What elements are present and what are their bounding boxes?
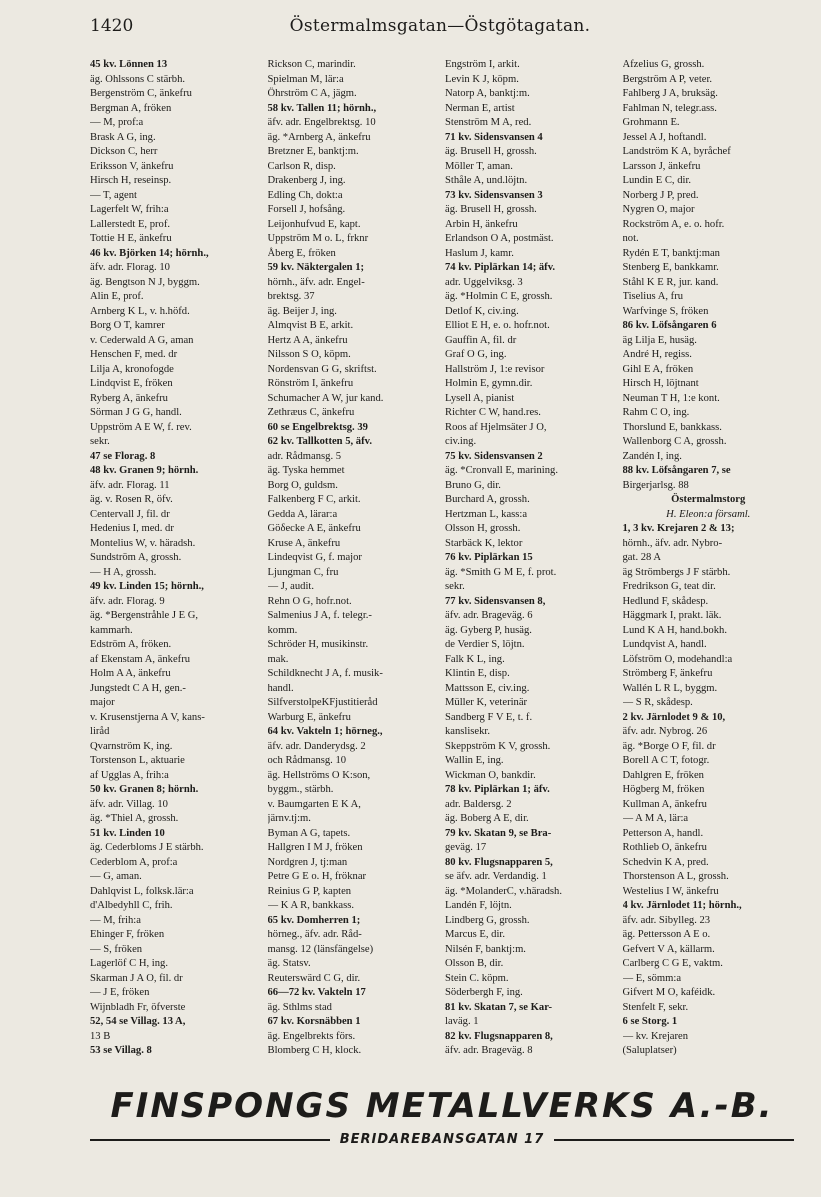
- directory-entry: Zethræus C, änkefru: [267, 407, 355, 418]
- directory-entry: Skarman J A O, fil. dr: [90, 972, 183, 984]
- directory-entry: Roos af Hjelmsäter J O,: [445, 421, 547, 433]
- directory-entry: af Ugglas A, frih:a: [90, 769, 169, 781]
- directory-entry: Stenberg E, bankkamr.: [622, 262, 719, 273]
- directory-entry: v. Baumgarten E K A,: [267, 798, 361, 810]
- directory-entry: äg. *Arnberg A, änkefru: [267, 131, 371, 143]
- directory-entry: Westelius I W, änkefru: [622, 885, 719, 897]
- directory-entry: Holmin E, gymn.dir.: [445, 378, 533, 389]
- directory-entry: — E, sömm:a: [622, 972, 682, 984]
- directory-entry: af Ekenstam A, änkefru: [90, 653, 191, 665]
- directory-entry: Hallström J, 1:e revisor: [445, 363, 545, 375]
- directory-entry: d'Albedyhll C, frih.: [90, 900, 173, 911]
- directory-entry: Larsson J, änkefru: [622, 160, 701, 172]
- directory-entry: äg. Brusell H, grossh.: [445, 146, 537, 157]
- directory-entry: Rickson C, marindir.: [267, 59, 356, 70]
- directory-entry: Petre G E o. H, fröknar: [267, 871, 367, 882]
- right-rule: [554, 1139, 794, 1141]
- running-title: Östermalmsgatan—Östgötagatan.: [289, 16, 591, 36]
- directory-entry: Richter C W, hand.res.: [445, 407, 541, 418]
- directory-entry: Tiselius A, fru: [622, 291, 684, 302]
- directory-entry: Nygren O, major: [622, 204, 695, 215]
- directory-entry: — G, aman.: [90, 871, 142, 882]
- directory-entry: Lindberg G, grossh.: [445, 914, 530, 926]
- directory-entry: Landén F, löjtn.: [445, 900, 512, 911]
- directory-entry: äfv. adr. Sibylleg. 23: [622, 914, 711, 926]
- directory-entry: Nilsson S O, köpm.: [267, 349, 351, 360]
- directory-entry: Norberg J P, pred.: [622, 189, 699, 201]
- directory-entry: Dickson C, herr: [90, 146, 158, 157]
- directory-entry: Rothlieb O, änkefru: [622, 842, 707, 853]
- directory-entry: v. Krusenstjerna A V, kans-: [90, 711, 205, 723]
- directory-entry: adr. Baldersg. 2: [445, 798, 512, 810]
- directory-entry: äg. Ohlssons C stärbh.: [90, 73, 186, 85]
- directory-entry: Kruse A, änkefru: [267, 537, 341, 549]
- directory-entry: Hertzman L, kass:a: [445, 508, 528, 520]
- directory-entry: äg. Engelbrekts förs.: [267, 1030, 356, 1042]
- directory-entry: 79 kv. Skatan 9, se Bra-: [445, 827, 552, 839]
- directory-entry: Fahlman N, telegr.ass.: [622, 102, 717, 114]
- directory-entry: äg. Brusell H, grossh.: [445, 204, 537, 215]
- directory-entry: Häggmark I, prakt. läk.: [622, 610, 722, 621]
- directory-entry: Ehinger F, fröken: [90, 929, 165, 940]
- directory-entry: Eriksson V, änkefru: [90, 160, 174, 172]
- directory-entry: v. Cederwald A G, aman: [90, 334, 194, 346]
- directory-entry: Gihl E A, fröken: [622, 363, 694, 375]
- directory-entry: Henschen F, med. dr: [90, 349, 178, 360]
- directory-entry: Gifvert M O, kaféidk.: [622, 987, 716, 998]
- directory-entry: Dahlqvist L, folksk.lär:a: [90, 885, 194, 897]
- directory-entry: äg. *Borge O F, fil. dr: [622, 740, 716, 752]
- directory-entry: Edström A, fröken.: [90, 639, 172, 650]
- directory-entry: äg. Sthlms stad: [267, 1001, 332, 1013]
- directory-entry: Cederblom A, prof:a: [90, 856, 178, 868]
- directory-entry: Birgerjarlsg. 88: [622, 479, 689, 491]
- directory-entry: Zandén I, ing.: [622, 450, 682, 462]
- directory-entry: Skeppström K V, grossh.: [445, 740, 551, 752]
- directory-entry: Möller T, aman.: [445, 160, 513, 172]
- directory-entry: äg Strömbergs J F stärbh.: [622, 566, 731, 578]
- directory-entry: laväg. 1: [445, 1016, 479, 1027]
- directory-entry: Sthåle A, und.löjtn.: [445, 175, 528, 186]
- directory-entry: äg Lilja E, husäg.: [622, 334, 697, 346]
- ad-title: FINSPONGS METALLVERKS A.-B.: [110, 1086, 774, 1126]
- directory-entry: 60 se Engelbrektsg. 39: [267, 421, 368, 433]
- directory-columns: [90, 58, 794, 1058]
- directory-entry: 88 kv. Löfsångaren 7, se: [622, 465, 731, 476]
- directory-entry: se äfv. adr. Verdandig. 1: [445, 871, 547, 882]
- directory-entry: mak.: [267, 653, 289, 665]
- directory-entry: 4 kv. Järnlodet 11; hörnh.,: [622, 900, 742, 911]
- directory-entry: Salmenius J A, f. telegr.-: [267, 610, 372, 621]
- directory-entry: Löfström O, modehandl:a: [622, 653, 733, 665]
- directory-entry: Lagerfelt W, frih:a: [90, 204, 169, 215]
- directory-entry: kanslisekr.: [445, 726, 491, 737]
- directory-entry: Spielman M, lär:a: [267, 73, 344, 85]
- directory-entry: Leijonhufvud E, kapt.: [267, 218, 361, 230]
- directory-entry: Wijnbladh Fr, öfverste: [90, 1001, 186, 1013]
- directory-entry: Lund K A H, hand.bokh.: [622, 624, 727, 636]
- directory-entry: Müller K, veterinär: [445, 697, 528, 708]
- directory-entry: (Saluplatser): [622, 1045, 677, 1056]
- directory-entry: 86 kv. Löfsångaren 6: [622, 320, 717, 331]
- directory-entry: Högberg M, fröken: [622, 784, 705, 795]
- directory-entry: Holm A A, änkefru: [90, 668, 171, 679]
- directory-entry: Stein C. köpm.: [445, 972, 509, 984]
- directory-entry: Fredrikson G, teat dir.: [622, 581, 716, 592]
- directory-entry: Nerman E, artist: [445, 102, 515, 114]
- directory-entry: Afzelius G, grossh.: [622, 59, 705, 70]
- directory-entry: — J E, fröken: [90, 987, 150, 998]
- directory-entry: Strömberg F, änkefru: [622, 668, 713, 679]
- directory-entry: Graf O G, ing.: [445, 349, 507, 360]
- directory-entry: äg. Cederbloms J E stärbh.: [90, 842, 204, 853]
- directory-entry: 46 kv. Björken 14; hörnh.,: [90, 247, 209, 259]
- directory-entry: Hirsch H, reseinsp.: [90, 175, 172, 186]
- directory-entry: Arnberg K L, v. h.höfd.: [90, 305, 190, 317]
- directory-entry: Schedvin K A, pred.: [622, 856, 709, 868]
- directory-entry: 78 kv. Piplärkan 1; äfv.: [445, 784, 550, 795]
- directory-entry: Lindqvist E, fröken: [90, 378, 173, 389]
- directory-entry: Qvarnström K, ing.: [90, 740, 173, 752]
- directory-entry: Sundström A, grossh.: [90, 552, 182, 563]
- directory-entry: Drakenberg J, ing.: [267, 175, 346, 186]
- directory-entry: Elliot E H, e. o. hofr.not.: [445, 320, 550, 331]
- directory-entry: äg. Boberg A E, dir.: [445, 813, 529, 824]
- directory-entry: Falk K L, ing.: [445, 653, 505, 665]
- directory-entry: Carlson R, disp.: [267, 160, 336, 172]
- directory-entry: Ljungman C, fru: [267, 566, 339, 578]
- directory-entry: 80 kv. Flugsnapparen 5,: [445, 856, 553, 868]
- left-rule: [90, 1139, 330, 1141]
- directory-entry: Rydén E T, banktj:man: [622, 247, 720, 259]
- directory-entry: Engström I, arkit.: [445, 59, 520, 70]
- directory-entry: Hallgren I M J, fröken: [267, 842, 363, 853]
- directory-entry: 1, 3 kv. Krejaren 2 & 13;: [622, 523, 735, 534]
- directory-entry: Wallin E, ing.: [445, 755, 504, 766]
- directory-entry: 51 kv. Linden 10: [90, 827, 165, 839]
- directory-entry: hörnh., äfv. adr. Engel-: [267, 276, 365, 288]
- directory-entry: — T, agent: [90, 189, 137, 201]
- directory-entry: Natorp A, banktj:m.: [445, 88, 530, 99]
- directory-entry: och Rådmansg. 10: [267, 755, 347, 766]
- directory-entry: äg. Hellströms O K:son,: [267, 769, 371, 781]
- directory-entry: 62 kv. Tallkotten 5, äfv.: [267, 436, 372, 447]
- directory-entry: 49 kv. Linden 15; hörnh.,: [90, 581, 204, 592]
- directory-entry: Nordensvan G G, skriftst.: [267, 363, 377, 375]
- directory-entry: Kullman A, änkefru: [622, 798, 707, 810]
- directory-entry: Rahm C O, ing.: [622, 407, 690, 418]
- directory-entry: Hedlund F, skådesp.: [622, 595, 709, 607]
- directory-entry: André H, regiss.: [622, 349, 692, 360]
- directory-entry: Borg O T, kamrer: [90, 320, 165, 331]
- directory-entry: Edling Ch, dokt:a: [267, 189, 343, 201]
- directory-entry: äfv. adr. Engelbrektsg. 10: [267, 117, 376, 128]
- directory-entry: Arbin H, änkefru: [445, 218, 518, 230]
- directory-entry: 66—72 kv. Vakteln 17: [267, 987, 366, 998]
- directory-entry: Warburg E, änkefru: [267, 711, 351, 723]
- directory-entry: Hertz A A, änkefru: [267, 334, 348, 346]
- directory-entry: Ståhl K E R, jur. kand.: [622, 276, 719, 288]
- directory-entry: Göδecke A E, änkefru: [267, 523, 361, 534]
- directory-entry: Reuterswärd C G, dir.: [267, 972, 361, 984]
- directory-entry: 81 kv. Skatan 7, se Kar-: [445, 1001, 553, 1013]
- directory-entry: komm.: [267, 624, 298, 636]
- directory-entry: Ryberg A, änkefru: [90, 392, 168, 404]
- directory-entry: 13 B: [90, 1030, 111, 1042]
- directory-entry: Thorstenson A L, grossh.: [622, 871, 729, 882]
- directory-entry: äfv. adr. Danderydsg. 2: [267, 740, 366, 752]
- directory-entry: Östermalmstorg: [671, 494, 746, 505]
- directory-entry: not.: [622, 233, 639, 244]
- directory-entry: Rönström I, änkefru: [267, 378, 354, 389]
- directory-entry: Gauffin A, fil. dr: [445, 334, 517, 346]
- directory-entry: Forsell J, hofsång.: [267, 204, 346, 215]
- directory-entry: brektsg. 37: [267, 291, 315, 302]
- directory-entry: 52, 54 se Villag. 13 A,: [90, 1016, 186, 1027]
- directory-entry: äg. Statsv.: [267, 958, 311, 969]
- directory-entry: 59 kv. Näktergalen 1;: [267, 262, 365, 273]
- directory-entry: äg. *Smith G M E, f. prot.: [445, 566, 557, 578]
- directory-entry: Thorslund E, bankkass.: [622, 421, 722, 433]
- directory-entry: civ.ing.: [445, 436, 477, 447]
- directory-entry: äg. *Bergenstråhle J E G,: [90, 610, 199, 621]
- directory-entry: Centervall J, fil. dr: [90, 508, 170, 520]
- directory-entry: äg. *Holmin C E, grossh.: [445, 291, 553, 302]
- directory-entry: Åberg E, fröken: [267, 247, 336, 259]
- directory-entry: Borell A C T, fotogr.: [622, 755, 710, 766]
- directory-entry: Lysell A, pianist: [445, 392, 515, 404]
- directory-entry: Lundqvist A, handl.: [622, 639, 707, 650]
- directory-entry: Grohmann E.: [622, 117, 680, 128]
- directory-entry: adr. Uggelviksg. 3: [445, 276, 523, 288]
- directory-entry: sekr.: [445, 581, 465, 592]
- directory-entry: H. Eleon:a församl.: [666, 508, 751, 520]
- directory-entry: adr. Rådmansg. 5: [267, 450, 342, 462]
- directory-entry: 65 kv. Domherren 1;: [267, 914, 361, 926]
- directory-entry: äfv. adr. Florag. 11: [90, 479, 170, 491]
- directory-entry: 50 kv. Granen 8; hörnh.: [90, 784, 199, 795]
- directory-entry: Jungstedt C A H, gen.-: [90, 682, 186, 694]
- directory-entry: 58 kv. Tallen 11; hörnh.,: [267, 102, 377, 114]
- directory-entry: Stenfelt F, sekr.: [622, 1001, 689, 1013]
- advertisement: [90, 1086, 794, 1166]
- directory-entry: Alin E, prof.: [90, 291, 144, 302]
- directory-entry: 67 kv. Korsnäbben 1: [267, 1016, 361, 1027]
- directory-entry: 75 kv. Sidensvansen 2: [445, 450, 543, 462]
- directory-entry: Schröder H, musikinstr.: [267, 639, 369, 650]
- directory-entry: — H A, grossh.: [90, 566, 157, 578]
- directory-entry: liråd: [90, 726, 110, 737]
- directory-entry: Haslum J, kamr.: [445, 247, 514, 259]
- directory-entry: Gedda A, lärar:a: [267, 508, 338, 520]
- directory-entry: Reinius G P, kapten: [267, 885, 352, 897]
- directory-entry: äfv. adr. Florag. 10: [90, 262, 170, 273]
- directory-entry: äg. Pettersson A E o.: [622, 929, 711, 940]
- directory-entry: äfv. adr. Nybrog. 26: [622, 726, 708, 737]
- directory-entry: Gefvert V A, källarm.: [622, 943, 715, 955]
- directory-entry: äg. Tyska hemmet: [267, 465, 345, 476]
- directory-entry: — J, audit.: [267, 581, 314, 592]
- directory-entry: Bergenström C, änkefru: [90, 88, 192, 99]
- directory-entry: 64 kv. Vakteln 1; hörneg.,: [267, 726, 383, 737]
- directory-entry: Dahlgren E, fröken: [622, 769, 704, 781]
- directory-entry: äfv. adr. Villag. 10: [90, 798, 168, 810]
- directory-entry: — A M A, lär:a: [622, 813, 689, 824]
- directory-entry: Torstenson L, aktuarie: [90, 755, 185, 766]
- directory-entry: Borg O, guldsm.: [267, 479, 338, 491]
- directory-entry: Rockström A, e. o. hofr.: [622, 218, 725, 230]
- directory-entry: Wickman O, bankdir.: [445, 769, 536, 781]
- directory-entry: — K A R, bankkass.: [267, 900, 355, 911]
- directory-entry: 77 kv. Sidensvansen 8,: [445, 595, 546, 607]
- directory-entry: Sandberg F V E, t. f.: [445, 711, 533, 723]
- directory-entry: Öhrström C A, jägm.: [267, 88, 357, 99]
- directory-entry: 48 kv. Granen 9; hörnh.: [90, 465, 199, 476]
- directory-entry: — M, frih:a: [90, 914, 141, 926]
- directory-entry: Lilja A, kronofogde: [90, 363, 174, 375]
- column-2: [268, 58, 440, 1058]
- directory-entry: Carlberg C G E, vaktm.: [622, 958, 723, 969]
- directory-entry: äg. *Cronvall E, marining.: [445, 465, 558, 476]
- directory-entry: äg. *Thiel A, grossh.: [90, 813, 179, 824]
- directory-entry: Stenström M A, red.: [445, 117, 532, 128]
- directory-entry: äfv. adr. Brageväg. 8: [445, 1045, 533, 1056]
- directory-entry: 2 kv. Järnlodet 9 & 10,: [622, 711, 726, 723]
- directory-entry: Warfvinge S, fröken: [622, 305, 709, 317]
- directory-entry: järnv.tj:m.: [267, 813, 311, 824]
- directory-entry: 82 kv. Flugsnapparen 8,: [445, 1030, 553, 1042]
- directory-entry: 74 kv. Piplärkan 14; äfv.: [445, 262, 556, 273]
- directory-entry: Almqvist B E, arkit.: [267, 320, 354, 331]
- directory-entry: de Verdier S, löjtn.: [445, 639, 525, 650]
- directory-entry: geväg. 17: [445, 842, 487, 853]
- directory-entry: Byman A G, tapets.: [267, 827, 351, 839]
- directory-entry: Bergström A P, veter.: [622, 73, 713, 85]
- directory-entry: Burchard A, grossh.: [445, 494, 530, 505]
- directory-entry: 6 se Storg. 1: [622, 1016, 678, 1027]
- directory-entry: Olsson B, dir.: [445, 958, 504, 969]
- directory-entry: — S, fröken: [90, 943, 143, 955]
- ad-subtitle: BERIDAREBANSGATAN 17: [339, 1132, 545, 1147]
- ad-address: [90, 1132, 794, 1147]
- directory-entry: äg. Bengtson N J, byggm.: [90, 276, 200, 288]
- directory-entry: Mattsson E, civ.ing.: [445, 682, 530, 694]
- directory-entry: sekr.: [90, 436, 110, 447]
- directory-entry: Tottie H E, änkefru: [90, 233, 172, 244]
- directory-entry: Olsson H, grossh.: [445, 523, 521, 534]
- directory-entry: äg. v. Rosen R, öfv.: [90, 494, 173, 505]
- directory-entry: hörneg., äfv. adr. Råd-: [267, 929, 362, 940]
- directory-entry: Nordgren J, tj:man: [267, 856, 348, 868]
- directory-entry: äg. *MolanderC, v.häradsh.: [445, 885, 562, 897]
- column-4: [623, 58, 795, 1058]
- directory-entry: Hedenius I, med. dr: [90, 523, 174, 534]
- directory-entry: Uppström A E W, f. rev.: [90, 421, 192, 433]
- directory-entry: äg. Gyberg P, husäg.: [445, 624, 532, 636]
- directory-entry: Bergman A, fröken: [90, 102, 172, 114]
- column-1: [90, 58, 262, 1058]
- directory-entry: — M, prof:a: [90, 117, 144, 128]
- directory-entry: Bretzner E, banktj:m.: [267, 146, 359, 157]
- directory-entry: — kv. Krejaren: [622, 1030, 688, 1042]
- directory-entry: handl.: [267, 682, 294, 694]
- directory-entry: SilfverstolpeKFjustitieråd: [267, 697, 378, 708]
- page-header: [90, 16, 790, 42]
- directory-entry: Landström K A, byråchef: [622, 146, 731, 157]
- directory-entry: Starbäck K, lektor: [445, 537, 523, 549]
- directory-entry: mansg. 12 (länsfängelse): [267, 943, 374, 955]
- directory-entry: äfv. adr. Florag. 9: [90, 595, 165, 607]
- directory-entry: 73 kv. Sidensvansen 3: [445, 189, 543, 201]
- directory-entry: Lallerstedt E, prof.: [90, 218, 171, 230]
- directory-entry: Lindeqvist G, f. major: [267, 552, 362, 563]
- page-number: 1420: [90, 16, 134, 36]
- directory-entry: Uppström M o. L, frknr: [267, 233, 369, 244]
- directory-entry: Brask A G, ing.: [90, 131, 156, 143]
- directory-entry: Montelius W, v. häradsh.: [90, 537, 196, 549]
- directory-entry: Blomberg C H, klock.: [267, 1045, 362, 1056]
- directory-entry: Wallén L R L, byggm.: [622, 682, 718, 694]
- directory-entry: Wallenborg C A, grossh.: [622, 436, 727, 447]
- directory-entry: 76 kv. Piplärkan 15: [445, 552, 533, 563]
- directory-entry: Klintin E, disp.: [445, 668, 510, 679]
- directory-entry: major: [90, 697, 115, 708]
- directory-entry: Fahlberg J A, bruksäg.: [622, 88, 718, 99]
- directory-entry: kammarh.: [90, 624, 133, 636]
- directory-entry: Hirsch H, löjtnant: [622, 378, 699, 389]
- column-3: [445, 58, 617, 1058]
- directory-entry: Levin K J, köpm.: [445, 73, 519, 85]
- directory-entry: Petterson A, handl.: [622, 827, 704, 839]
- directory-entry: — S R, skådesp.: [622, 697, 693, 708]
- directory-entry: Falkenberg F C, arkit.: [267, 494, 361, 505]
- directory-entry: Schildknecht J A, f. musik-: [267, 668, 383, 679]
- directory-entry: Jessel A J, hoftandl.: [622, 131, 707, 143]
- directory-entry: gat. 28 A: [622, 552, 662, 563]
- directory-entry: Marcus E, dir.: [445, 929, 506, 940]
- directory-entry: Nilsén F, banktj:m.: [445, 943, 526, 955]
- directory-entry: Sörman J G G, handl.: [90, 407, 182, 418]
- directory-entry: Lagerlöf C H, ing.: [90, 958, 168, 969]
- directory-entry: Rehn O G, hofr.not.: [267, 595, 352, 607]
- directory-entry: hörnh., äfv. adr. Nybro-: [622, 537, 723, 549]
- directory-entry: Söderbergh F, ing.: [445, 987, 523, 998]
- directory-entry: Bruno G, dir.: [445, 479, 501, 491]
- directory-entry: Detlof K, civ.ing.: [445, 305, 519, 317]
- directory-entry: 53 se Villag. 8: [90, 1045, 152, 1056]
- directory-entry: äg. Beijer J, ing.: [267, 305, 337, 317]
- directory-entry: 45 kv. Lönnen 13: [90, 59, 168, 70]
- directory-entry: äfv. adr. Brageväg. 6: [445, 610, 533, 621]
- directory-entry: Schumacher A W, jur kand.: [267, 392, 384, 404]
- directory-entry: 47 se Florag. 8: [90, 450, 156, 462]
- directory-entry: Erlandson O A, postmäst.: [445, 233, 554, 244]
- directory-entry: Neuman T H, 1:e kont.: [622, 392, 720, 404]
- directory-entry: 71 kv. Sidensvansen 4: [445, 131, 543, 143]
- directory-entry: Lundin E C, dir.: [622, 175, 692, 186]
- directory-entry: byggm., stärbh.: [267, 784, 334, 795]
